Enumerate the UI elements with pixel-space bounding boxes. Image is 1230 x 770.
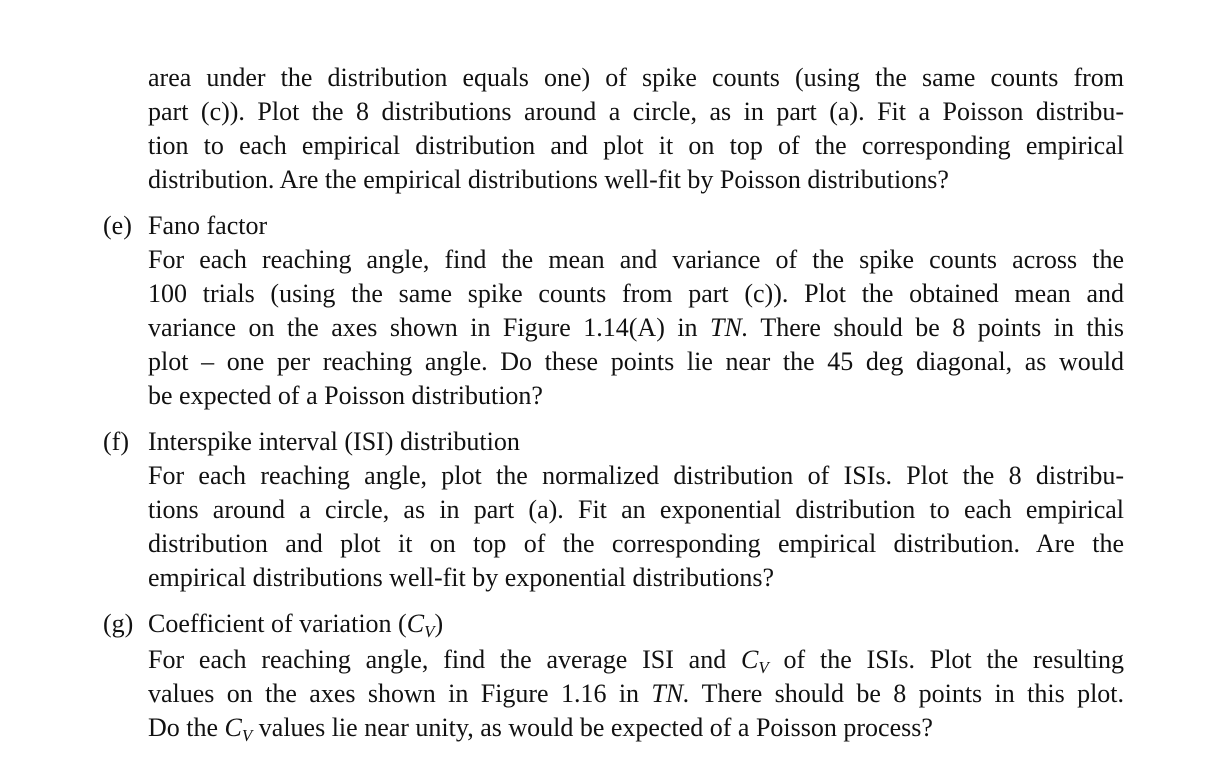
e-line-3-a: variance on the axes shown in Figure 1.14(A) in	[148, 313, 698, 342]
item-label-g: (g)	[103, 609, 134, 638]
intro-line-3: tion to each empirical distribution and plot it on top of the corresponding empirical	[148, 131, 1124, 160]
e-line-1: For each reaching angle, find the mean and variance of the spike counts across the	[148, 245, 1124, 274]
f-line-3: distribution and plot it on top of the corresponding empirical distribution. Are the	[148, 529, 1124, 558]
item-title-f: Interspike interval (ISI) distribution	[148, 427, 520, 456]
g-line-2-pre: values on the axes shown in Figure 1.16 in	[148, 679, 640, 708]
intro-line-1: area under the distribution equals one) of spike counts (using the same counts from	[148, 63, 1124, 92]
item-label-e: (e)	[103, 211, 132, 240]
g-title-post: )	[434, 609, 444, 638]
g-title-pre: Coefficient of variation (	[148, 609, 407, 638]
e-line-2: 100 trials (using the same spike counts from part (c)). Plot the obtained mean and	[148, 279, 1124, 308]
g-line-1	[148, 643, 1124, 677]
g-line-1-pre: For each reaching angle, find the average ISI and	[148, 645, 727, 674]
e-line-4: plot – one per reaching angle. Do these points lie near the 45 deg diagonal, as would	[148, 347, 1124, 376]
g-line-3	[148, 711, 1124, 745]
cv-symbol: C	[406, 609, 425, 638]
cv-symbol: C	[741, 645, 759, 674]
e-line-5: be expected of a Poisson distribution?	[148, 381, 543, 410]
g-line-1-post: of the ISIs. Plot the resulting	[783, 645, 1124, 674]
cv-subscript: V	[424, 622, 435, 641]
cv-symbol: C	[224, 713, 242, 742]
e-line-3-b: There should be 8 points in this	[760, 313, 1125, 342]
g-line-3-pre: Do the	[148, 713, 219, 742]
intro-line-2: part (c)). Plot the 8 distributions around a circle, as in part (a). Fit a Poisson distribu-	[148, 97, 1124, 126]
e-line-3-tn: TN.	[710, 313, 749, 342]
f-line-1: For each reaching angle, plot the normalized distribution of ISIs. Plot the 8 distribu-	[148, 461, 1124, 490]
e-line-3	[148, 311, 1124, 345]
item-title-g	[148, 607, 443, 641]
cv-subscript: V	[241, 726, 253, 745]
g-line-2-tn: TN.	[651, 679, 690, 708]
g-line-2-post: There should be 8 points in this plot.	[701, 679, 1125, 708]
item-title-e: Fano factor	[148, 211, 268, 240]
f-line-2: tions around a circle, as in part (a). Fit an exponential distribution to each empirical	[148, 495, 1124, 524]
intro-line-4: distribution. Are the empirical distributions well-fit by Poisson distributions?	[148, 165, 949, 194]
f-line-4: empirical distributions well-fit by exponential distributions?	[148, 563, 775, 592]
cv-subscript: V	[758, 658, 769, 677]
g-line-3-post: values lie near unity, as would be expected of a Poisson process?	[258, 713, 933, 742]
g-line-2	[148, 677, 1124, 711]
item-label-f: (f)	[103, 427, 129, 456]
